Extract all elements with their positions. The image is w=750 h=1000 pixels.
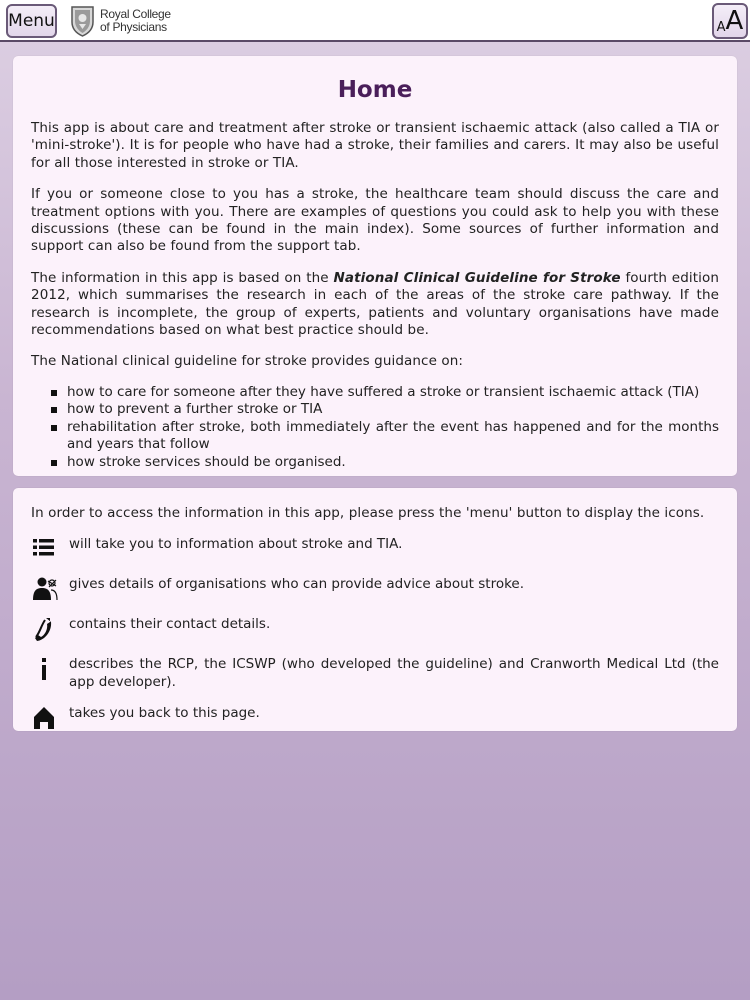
guideline-text-before: The information in this app is based on the bbox=[31, 269, 334, 286]
page-title: Home bbox=[337, 77, 413, 103]
icon-guide-row bbox=[31, 656, 719, 691]
icon-guide-row bbox=[31, 616, 719, 642]
list-item: how stroke services should be organised. bbox=[67, 454, 719, 471]
text-size-button[interactable] bbox=[712, 3, 748, 39]
care-paragraph: If you or someone close to you has a stroke, the healthcare team should discuss the care and treatment options with you. There are examples of questions you could ask to help you with these discussions (these can be found in the main index). Some sources of further information and support can also be found from the support tab. bbox=[31, 186, 719, 255]
icon-guide-text: describes the RCP, the ICSWP (who developed the guideline) and Cranworth Medical Ltd (the app developer). bbox=[69, 656, 719, 690]
list-item: how to care for someone after they have suffered a stroke or transient ischaemic attack (TIA) bbox=[67, 384, 719, 401]
icon-guide-text: will take you to information about stroke and TIA. bbox=[69, 536, 403, 553]
list-item: how to prevent a further stroke or TIA bbox=[67, 401, 719, 418]
icon-guide-row bbox=[31, 536, 719, 562]
phone-icon bbox=[31, 616, 69, 642]
guideline-title: National Clinical Guideline for Stroke bbox=[333, 269, 621, 286]
icon-guide-row bbox=[31, 576, 719, 602]
support-people-icon bbox=[31, 576, 69, 602]
guidance-lead: The National clinical guideline for stroke provides guidance on: bbox=[31, 353, 464, 370]
menu-button[interactable]: Menu bbox=[6, 4, 57, 38]
rcp-logo bbox=[69, 4, 171, 38]
top-bar bbox=[0, 0, 750, 42]
guideline-text-after: fourth edition 2012, which summarises the research in each of the areas of the stroke care pathway. If the research is incomplete, the group of experts, patients and voluntary organisations have made recommendations based on what best practice should be. bbox=[31, 269, 719, 339]
intro-paragraph: This app is about care and treatment after stroke or transient ischaemic attack (also called a TIA or 'mini-stroke'). It is for people who have had a stroke, their families and carers. It may also be useful for all those interested in stroke or TIA. bbox=[31, 120, 719, 171]
list-icon bbox=[31, 536, 69, 562]
logo-line-1: Royal College bbox=[100, 7, 171, 21]
icon-guide-intro: In order to access the information in this app, please press the 'menu' button to display the icons. bbox=[31, 505, 705, 521]
text-size-big-glyph: A bbox=[725, 6, 744, 36]
guideline-paragraph bbox=[31, 270, 719, 340]
guidance-list bbox=[31, 384, 719, 471]
info-icon bbox=[31, 656, 69, 682]
icon-guide-card bbox=[13, 488, 737, 731]
rcp-crest-icon bbox=[69, 4, 96, 38]
icon-guide-row bbox=[31, 705, 719, 731]
home-content-card bbox=[13, 56, 737, 476]
rcp-logo-text bbox=[100, 8, 171, 34]
text-size-small-glyph: A bbox=[716, 20, 726, 35]
list-item: rehabilitation after stroke, both immediately after the event has happened and for the months and years that follow bbox=[67, 418, 719, 453]
icon-guide-text: contains their contact details. bbox=[69, 616, 271, 633]
icon-guide-text: takes you back to this page. bbox=[69, 705, 260, 722]
home-icon bbox=[31, 705, 69, 731]
logo-line-2: of Physicians bbox=[100, 20, 167, 34]
icon-guide-text: gives details of organisations who can provide advice about stroke. bbox=[69, 576, 525, 593]
